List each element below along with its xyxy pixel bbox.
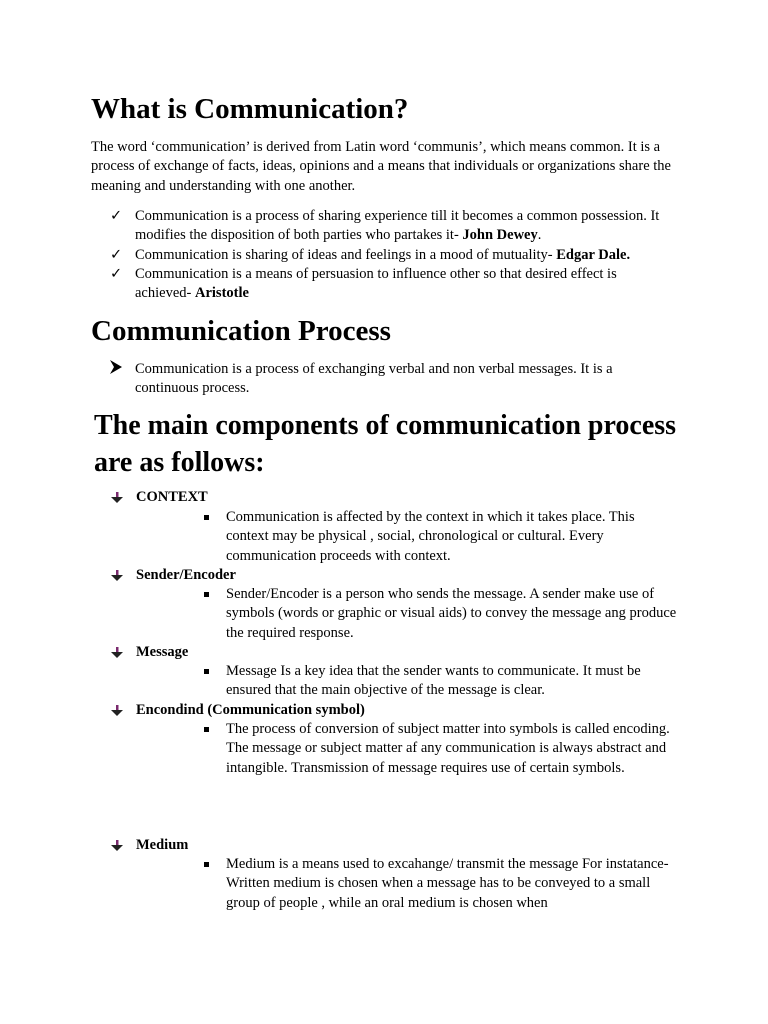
component-description: Message Is a key idea that the sender wants to communicate. It must be ensured that the main objective of the message is clear. xyxy=(200,662,680,702)
component-description: Medium is a means used to excahange/ transmit the message For instatance- Written medium is chosen when a message has to be conveyed to a small group of people , while an oral medium is chosen when xyxy=(200,855,680,915)
definition-item xyxy=(110,246,670,266)
arrow-down-icon xyxy=(110,647,124,659)
arrow-right-icon xyxy=(110,360,122,380)
definition-item xyxy=(110,265,670,305)
definition-text: Communication is a process of sharing experience till it becomes a common possession. It modifies the disposition of both parties who partakes it- John Dewey. xyxy=(135,208,660,244)
heading-main-components: The main components of communication process are as follows: xyxy=(94,410,677,478)
arrow-down-icon xyxy=(110,492,124,504)
arrow-down-icon xyxy=(110,570,124,582)
definition-text: Communication is sharing of ideas and feelings in a mood of mutuality- Edgar Dale. xyxy=(135,247,631,263)
component-description: Communication is affected by the context in which it takes place. This context may be physical , social, chronological or cultural. Every communication proceeds with context. xyxy=(200,508,680,568)
definition-text: Communication is a means of persuasion to influence other so that desired effect is achieved- Aristotle xyxy=(135,266,617,302)
definition-author: Aristotle xyxy=(194,285,249,302)
document-page: What is Communication? The word ‘communication’ is derived from Latin word ‘communis’, which means common. It is a process of exchange of facts, ideas, opinions and a means that individuals or organizations share the meaning and understanding with one another. ✓ Communication is a process of sharing experience till it becomes a common possession. It modifies the disposition of both parties who partakes it- John Dewey. ✓ Communication is sharing of ideas and feelings in a mood of mutuality- Edgar Dale. ✓ Communication is a means of persuasion to influence other so that desired effect is achieved- Aristotle Communication Process Communication is a process of exchanging verbal and non verbal messages. It is a continuous process. The main components of communication process are as follows: CONTEXT Communication is affected by the context in which it takes place. This context may be physical , social, chronological or cultural. Every communication proceeds with context. Sender/Encoder Sender/Encoder is a person who sends the message. A sender make use of symbols (words or graphic or visual aids) to convey the message ang produce the required response. Message Message Is a key idea that the sender wants to communicate. It must be ensured that the main objective of the message is clear. Encondind (Communication symbol) The process of conversion of subject matter into symbols is called encoding. The message or subject matter af any communication is always abstract and intangible. Transmission of message requires use of certain symbols. Medium Medium is a means used to excahange/ transmit the message For instatance- Written medium is chosen when a message has to be conveyed to a small group of people , while an oral medium is chosen when xyxy=(0,0,768,1024)
square-bullet-icon xyxy=(204,669,209,674)
square-bullet-icon xyxy=(204,515,209,520)
arrow-down-icon xyxy=(110,840,124,852)
component-description: Sender/Encoder is a person who sends the message. A sender make use of symbols (words or graphic or visual aids) to convey the message ang produce the required response. xyxy=(200,585,680,645)
arrow-down-icon xyxy=(110,705,124,717)
square-bullet-icon xyxy=(204,727,209,732)
square-bullet-icon xyxy=(204,592,209,597)
definition-item xyxy=(110,207,670,247)
check-icon: ✓ xyxy=(110,247,123,263)
check-icon: ✓ xyxy=(110,208,123,224)
process-point xyxy=(110,360,670,400)
intro-paragraph: The word ‘communication’ is derived from Latin word ‘communis’, which means common. It is a process of exchange of facts, ideas, opinions and a means that individuals or organizations share the meaning and understanding with one another. xyxy=(91,139,671,194)
component-description: The process of conversion of subject matter into symbols is called encoding. The message or subject matter af any communication is always abstract and intangible. Transmission of message requires use of certain symbols. xyxy=(200,720,680,800)
process-point-text: Communication is a process of exchanging verbal and non verbal messages. It is a continuous process. xyxy=(135,361,613,397)
heading-communication-process: Communication Process xyxy=(91,315,391,347)
heading-what-is-communication: What is Communication? xyxy=(91,93,409,125)
definition-author: John Dewey xyxy=(462,227,538,244)
check-icon: ✓ xyxy=(110,266,123,282)
square-bullet-icon xyxy=(204,862,209,867)
definition-author: Edgar Dale. xyxy=(556,247,631,263)
